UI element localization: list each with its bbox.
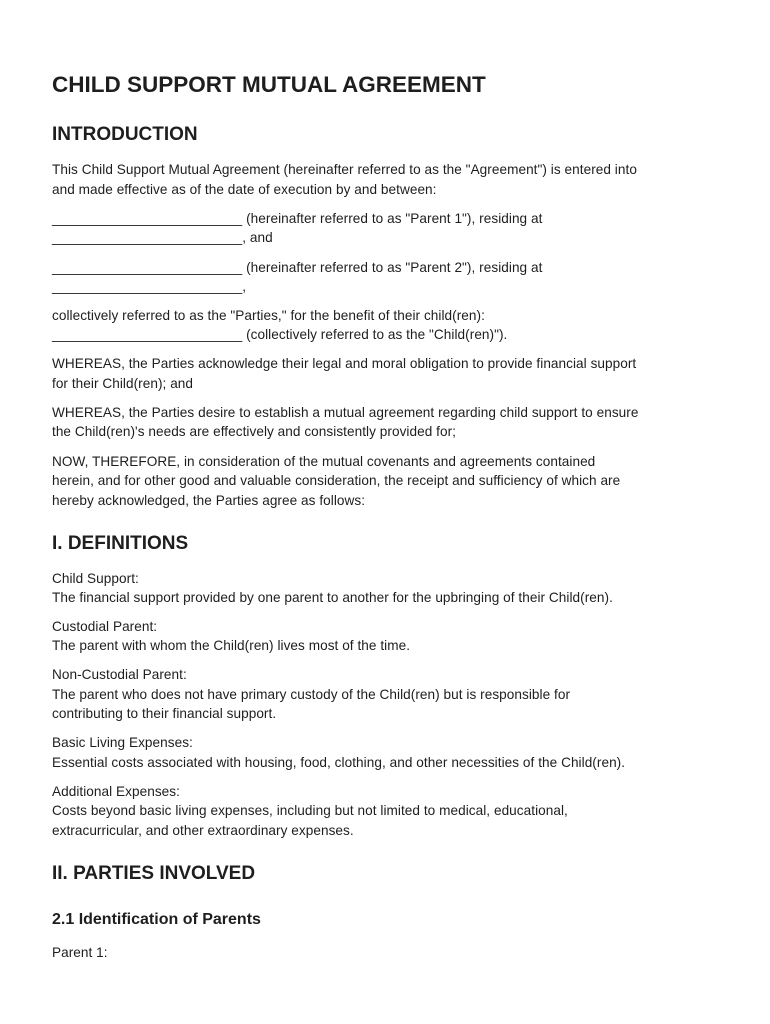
text-line: _________________________ (hereinafter referred to as "Parent 1"), residing at [52,211,543,226]
definition-text: contributing to their financial support. [52,706,277,721]
text-line: WHEREAS, the Parties acknowledge their legal and moral obligation to provide financial support [52,356,637,371]
identification-of-parents-heading: 2.1 Identification of Parents [52,911,261,928]
text-line: _________________________, and [52,230,273,245]
definition-term: Child Support: [52,571,139,586]
definition-term: Custodial Parent: [52,619,158,634]
text-line: _________________________ (collectively referred to as the "Child(ren)"). [52,327,508,342]
text-line: the Child(ren)'s needs are effectively and consistently provided for; [52,424,457,439]
text-line: _________________________ (hereinafter referred to as "Parent 2"), residing at [52,260,543,275]
definition-text: The parent who does not have primary custody of the Child(ren) but is responsible for [52,687,571,702]
parties-involved-heading: II. PARTIES INVOLVED [52,863,256,884]
definition-text: The parent with whom the Child(ren) lives most of the time. [52,638,411,653]
definition-term: Additional Expenses: [52,784,180,799]
text-line: NOW, THEREFORE, in consideration of the mutual covenants and agreements contained [52,454,596,469]
definition-text: Essential costs associated with housing, food, clothing, and other necessities of the Child(ren). [52,755,626,770]
definition-term: Basic Living Expenses: [52,735,193,750]
text-line: hereby acknowledged, the Parties agree as follows: [52,493,366,508]
text-line: WHEREAS, the Parties desire to establish a mutual agreement regarding child support to ensure [52,405,639,420]
introduction-heading: INTRODUCTION [52,124,198,145]
definition-text: The financial support provided by one parent to another for the upbringing of their Child(ren). [52,590,613,605]
definition-text: extracurricular, and other extraordinary expenses. [52,823,354,838]
definition-text: Costs beyond basic living expenses, including but not limited to medical, educational, [52,803,568,818]
text-line: collectively referred to as the "Parties," for the benefit of their child(ren): [52,308,485,323]
text-line: This Child Support Mutual Agreement (hereinafter referred to as the "Agreement") is entered into [52,162,637,177]
parent1-label: Parent 1: [52,945,108,960]
text-line: _________________________, [52,279,247,294]
text-line: and made effective as of the date of execution by and between: [52,182,437,197]
definition-term: Non-Custodial Parent: [52,667,187,682]
definitions-heading: I. DEFINITIONS [52,533,189,554]
text-line: for their Child(ren); and [52,376,194,391]
document-title: CHILD SUPPORT MUTUAL AGREEMENT [52,72,486,97]
text-line: herein, and for other good and valuable consideration, the receipt and sufficiency of which are [52,473,621,488]
